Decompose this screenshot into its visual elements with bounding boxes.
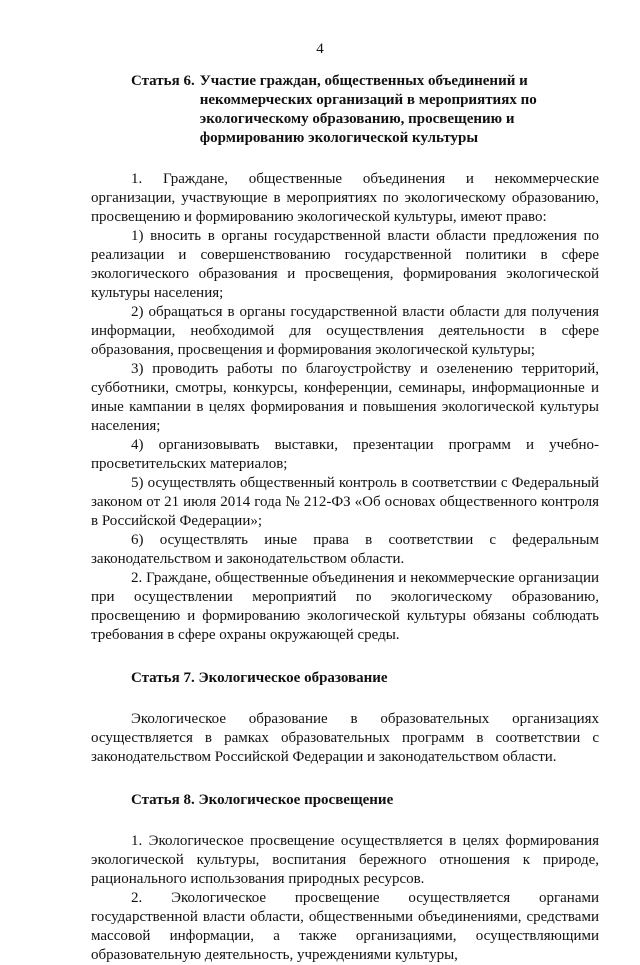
page-number: 4 — [316, 41, 324, 57]
article-7-heading: Статья 7. Экологическое образование — [131, 670, 388, 686]
spacer — [91, 148, 599, 170]
article-6-title: Участие граждан, общественных объединений и некоммерческих организаций в мероприятиях по экологическому образованию, просвещению и формированию экологической культуры — [199, 73, 537, 146]
spacer — [91, 645, 599, 669]
article-6-paragraph: 1) вносить в органы государственной власти области предложения по реализации и совершенствованию государственной политики в сфере экологического образования и просвещения, формирования экологической культуры населения; — [91, 228, 599, 301]
article-6-paragraph: 5) осуществлять общественный контроль в соответствии с Федеральный законом от 21 июля 2014 года № 212-ФЗ «Об основах общественного контроля в Российской Федерации»; — [91, 475, 599, 529]
article-6-heading — [91, 72, 599, 148]
article-6-paragraph: 1. Граждане, общественные объединения и некоммерческие организации, участвующие в мероприятиях по экологическому образованию, просвещению и формированию экологической культуры, имеют право: — [91, 171, 599, 225]
article-6-paragraph: 6) осуществлять иные права в соответствии с федеральным законодательством и законодательством области. — [91, 532, 599, 567]
spacer — [91, 767, 599, 791]
article-6-paragraph: 4) организовывать выставки, презентации программ и учебно-просветительских материалов; — [91, 437, 599, 472]
article-8-paragraph: 1. Экологическое просвещение осуществляется в целях формирования экологической культуры, воспитания бережного отношения к природе, рационального использования природных ресурсов. — [91, 833, 599, 887]
article-8-heading: Статья 8. Экологическое просвещение — [131, 792, 394, 808]
article-7-paragraph: Экологическое образование в образовательных организациях осуществляется в рамках образовательных программ в соответствии с законодательством Российской Федерации и законодательством области. — [91, 711, 599, 765]
article-6-number: Статья 6. — [131, 73, 195, 89]
article-6-paragraph: 2) обращаться в органы государственной власти области для получения информации, необходимой для осуществления деятельности в сфере образования, просвещения и формирования экологической культуры; — [91, 304, 599, 358]
article-6-paragraph: 3) проводить работы по благоустройству и озеленению территорий, субботники, смотры, конкурсы, конференции, семинары, информационные и иные кампании в целях формирования и повышения экологической культуры населения; — [91, 361, 599, 434]
spacer — [91, 810, 599, 832]
article-6-paragraph: 2. Граждане, общественные объединения и некоммерческие организации при осуществлении мероприятий по экологическому образованию, просвещению и формированию экологической культуры обязаны соблюдать требования в сфере охраны окружающей среды. — [91, 570, 599, 643]
article-8-paragraph: 2. Экологическое просвещение осуществляется органами государственной власти области, общественными объединениями, средствами массовой информации, а также организациями, осуществляющими образовательную деятельность, учреждениями культуры, — [91, 890, 599, 963]
document-body — [91, 72, 599, 965]
spacer — [91, 688, 599, 710]
